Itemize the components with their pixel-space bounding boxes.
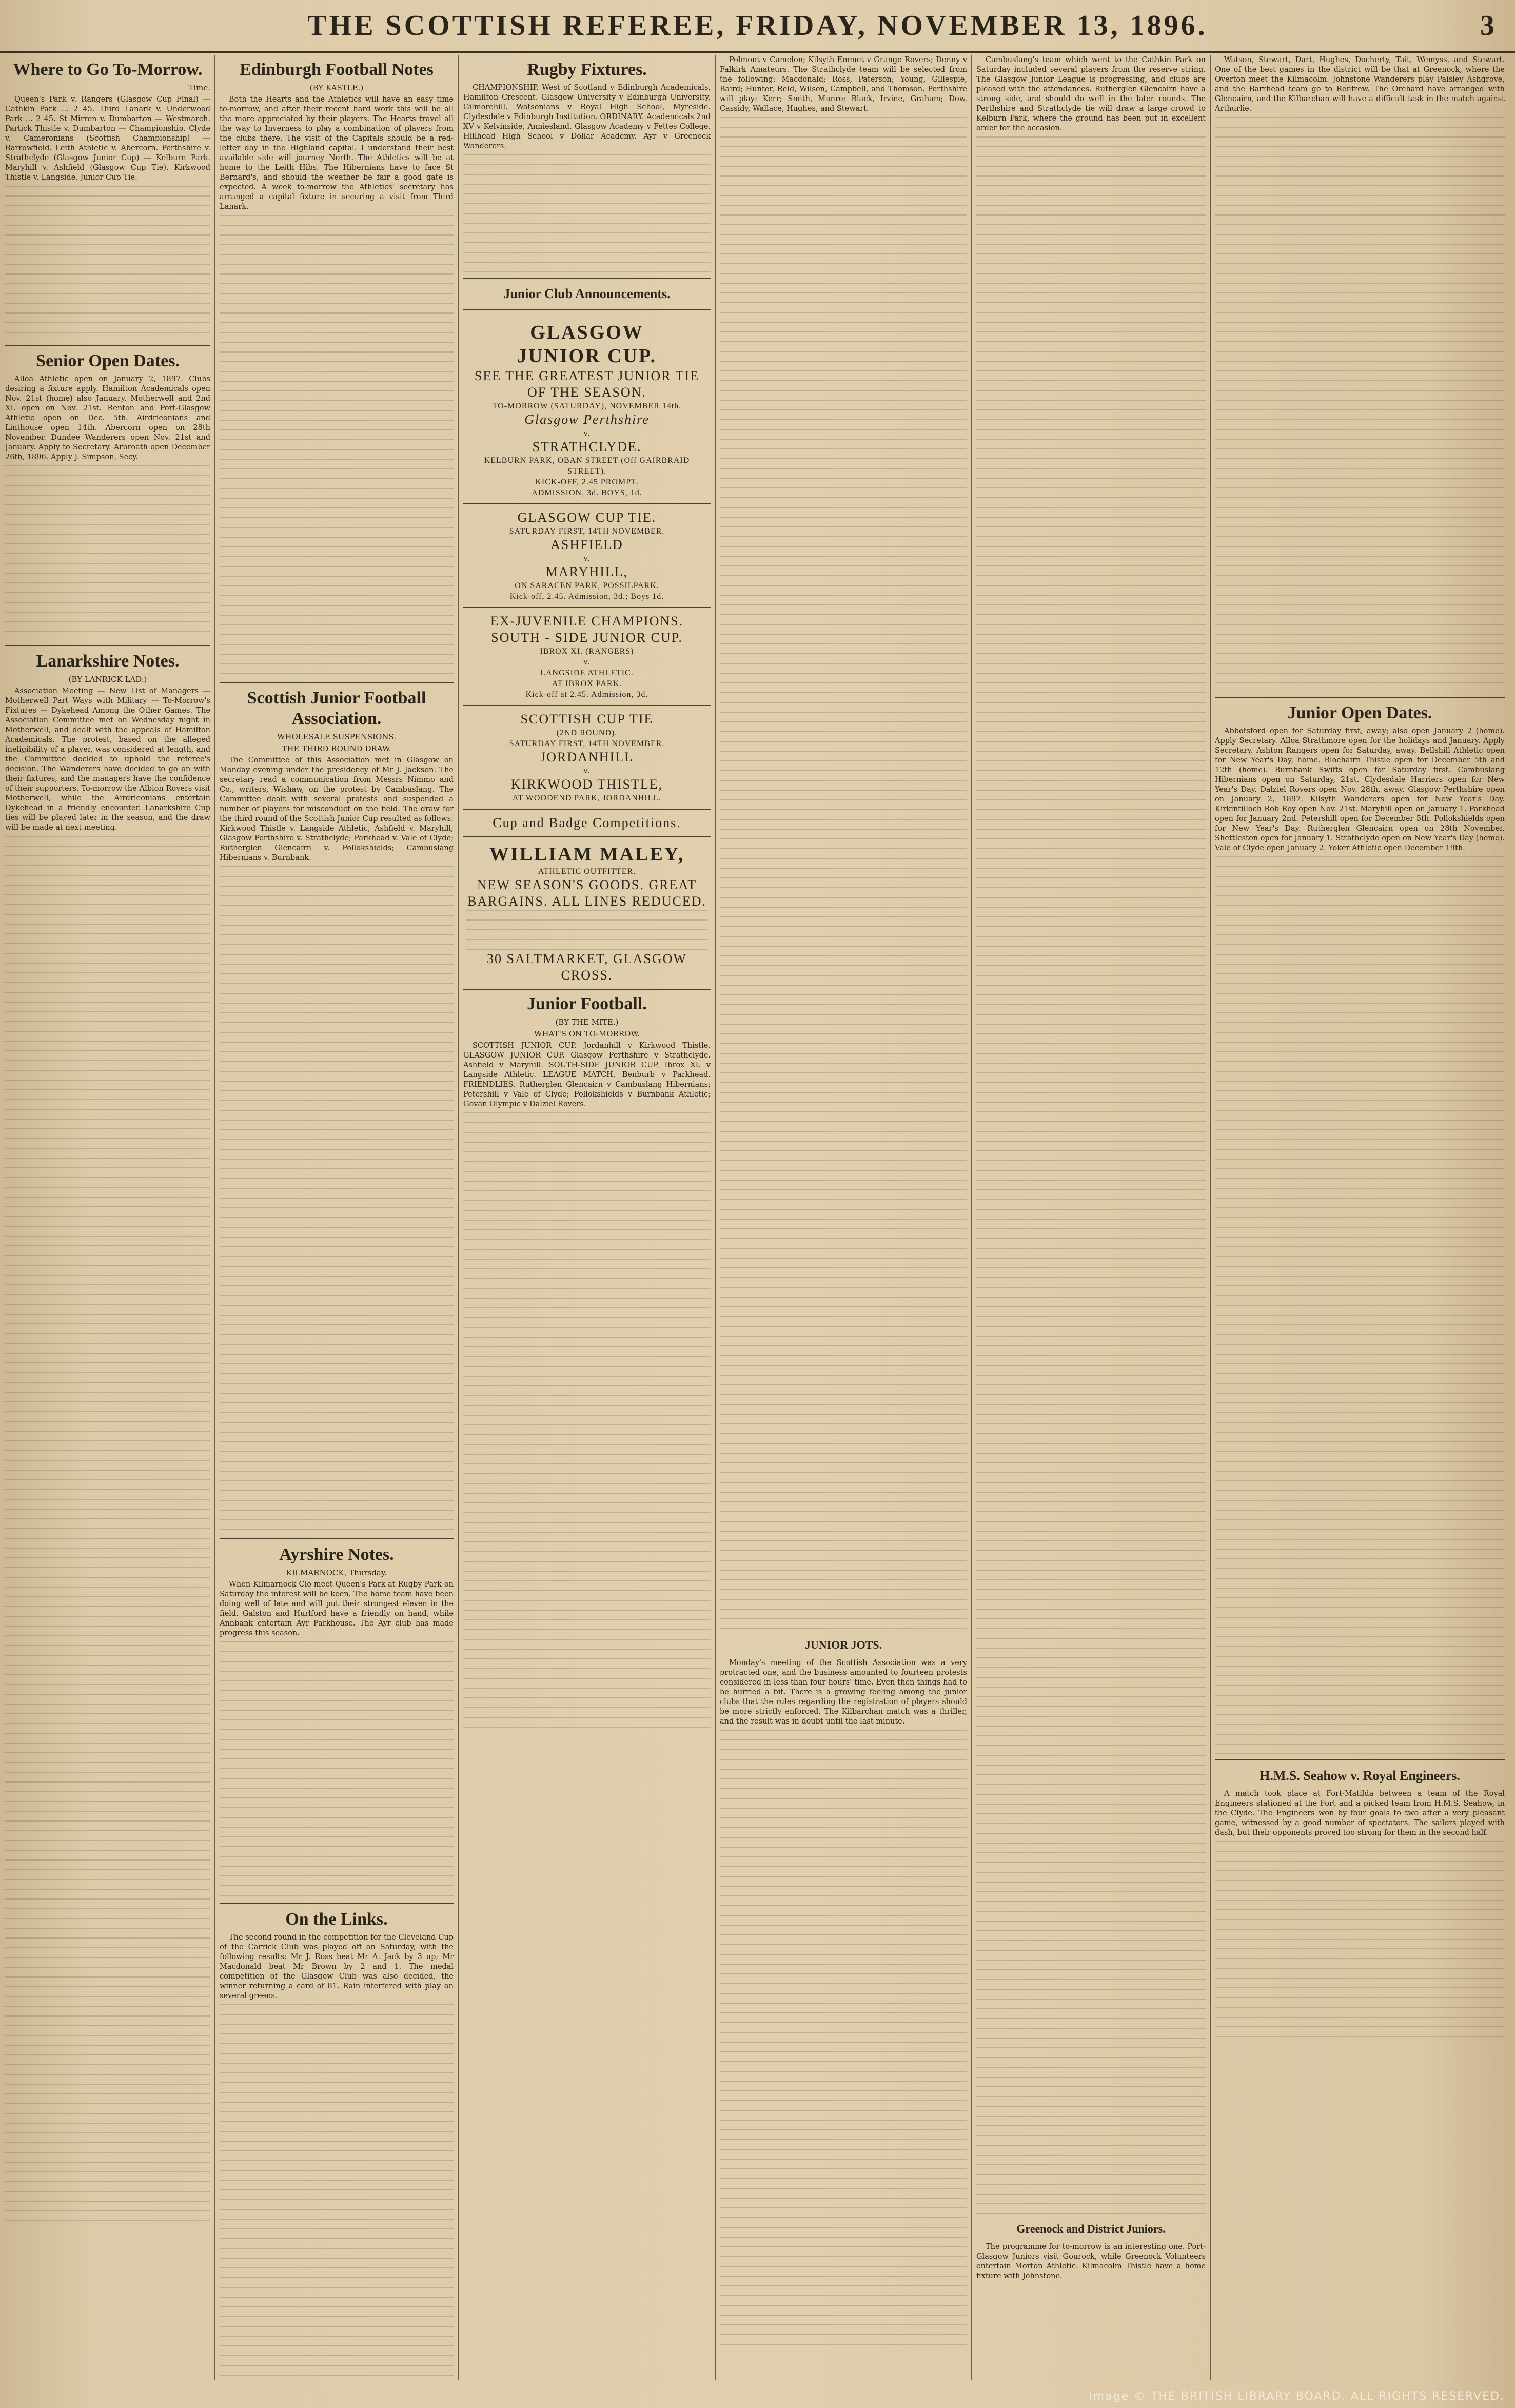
copyright-notice: Image © THE BRITISH LIBRARY BOARD. ALL RIGHTS RESERVED. (1089, 2390, 1505, 2403)
text-lines (220, 866, 454, 1533)
article-text: The programme for to-morrow is an interesting one. Port-Glasgow Juniors visit Gourock, while Greenock Volunteers entertain Morton Athletic. Kilmacolm Thistle have a home fixture with Johnstone. (976, 2243, 1206, 2280)
divider (1215, 1759, 1505, 1760)
subheading: THE THIRD ROUND DRAW. (282, 744, 391, 753)
section-heading: Greenock and District Juniors. (1016, 2222, 1166, 2235)
article-text: Queen's Park v. Rangers (Glasgow Cup Final) — Cathkin Park ... 2 45. Third Lanark v. Underwood Park ... 2 45. St Mirren v. Dumbarton — Westmarch. Partick Thistle v. Dumbarton — Championship. Clyde v. Cameronians (Scottish Championship) — Barrowfield. Leith Athletic v. Abercorn. Perthshire v. Strathclyde (Glasgow Junior Cup) — Kelburn Park. Maryhill v. Ashfield (Glasgow Cup Tie). Kirkwood Thistle v. Langside. Junior Cup Tie. (5, 95, 210, 182)
advert-line: STRATHCLYDE. (532, 439, 642, 454)
advert-cup-badge (463, 810, 711, 837)
column-rule (458, 55, 459, 2380)
article-text: Association Meeting — New List of Managers — Motherwell Part Ways with Military — To-Morrow's Fixtures — Dykehead Among the Other Games. The Association Committee met on Wednesday night in Motherwell, and dealt with the appeals of Hamilton Academicals. The protest, based on the alleged ineligibility of a player, was considered at length, and the Committee decided to uphold the referee's decision. The Wanderers have decided to go on with their fixtures, and the managers have the confidence of their supporters. To-morrow the Albion Rovers visit Motherwell, while the Airdrieonians entertain Dykehead in a friendly encounter. Lanarkshire Cup ties will be played later in the season, and the draw will be made at next meeting. (5, 687, 210, 832)
advert-line: SATURDAY FIRST, 14TH NOVEMBER. (509, 739, 665, 748)
advert-line: JORDANHILL (540, 750, 634, 765)
advert-line: ATHLETIC OUTFITTER. (538, 867, 636, 876)
advert-line: 30 SALTMARKET, GLASGOW CROSS. (487, 951, 687, 983)
column-1 (5, 55, 210, 2380)
dateline: KILMARNOCK, Thursday. (286, 1568, 387, 1577)
article-text: SCOTTISH JUNIOR CUP. Jordanhill v Kirkwood Thistle. GLASGOW JUNIOR CUP. Glasgow Perthshire v Strathclyde. Ashfield v Maryhill. SOUTH-SIDE JUNIOR CUP. Ibrox XI. v Langside Athletic. LEAGUE MATCH. Benburb v Parkhead. FRIENDLIES. Rutherglen Glencairn v Cambuslang Hibernians; Petershill v Vale of Clyde; Pollokshields v Burnbank Athletic; Govan Olympic v Dalziel Rovers. (463, 1042, 711, 1108)
article-text: Watson, Stewart, Dart, Hughes, Docherty, Tait, Wemyss, and Stewart. One of the best games in the district will be that at Greenock, where the Overton meet the Kilmacolm. Johnstone Wanderers play Paisley Ashgrove, and the Barrhead team go to Renfrew. The Orchard have arranged with Glencairn, and the Kilbarchan will have a difficult task in the match against Arthurlie. (1215, 56, 1505, 113)
advert-line: AT IBROX PARK. (552, 679, 622, 688)
advert-line: SATURDAY FIRST, 14TH NOVEMBER. (509, 527, 665, 536)
advert-scottish-cup-tie (463, 706, 711, 810)
advert-glasgow-cup-tie (463, 504, 711, 608)
text-lines (5, 186, 210, 340)
section-heading: Scottish Junior Football Association. (247, 689, 426, 728)
advert-line: NEW SEASON'S GOODS. GREAT BARGAINS. ALL LINES REDUCED. (467, 877, 706, 909)
article-text: Cambuslang's team which went to the Cathkin Park on Saturday included several players from the reserve string. The Glasgow Junior League is progressing, and clubs are pleased with the attendances. Rutherglen Glencairn have a strong side, and should do well in the later rounds. The Perthshire and Strathclyde tie will draw a large crowd to Kelburn Park, where the ground has been put in excellent order for the occasion. (976, 56, 1206, 132)
section-heading: Ayrshire Notes. (279, 1545, 394, 1564)
section-heading: Edinburgh Football Notes (240, 60, 434, 79)
advert-line: Kick-off, 2.45. Admission, 3d.; Boys 1d. (509, 592, 664, 601)
divider (220, 682, 454, 683)
article-text: Monday's meeting of the Scottish Association was a very protracted one, and the business amounted to fourteen protests considered in less than four hours' time. Even then things had to be hurried a bit. There is a growing feeling among the junior clubs that the rules regarding the registration of players should be more strictly enforced. The Kilbarchan match was a thriller, and the result was in doubt until the last minute. (720, 1659, 967, 1726)
advert-line: IBROX XI. (RANGERS) (540, 647, 634, 656)
subheading: WHOLESALE SUSPENSIONS. (277, 732, 396, 741)
advert-line: SOUTH - SIDE JUNIOR CUP. (491, 630, 683, 645)
section-heading: Rugby Fixtures. (527, 60, 647, 79)
article-text: When Kilmarnock Clo meet Queen's Park at Rugby Park on Saturday the interest will be keen. The home team have been doing well of late and will put their strongest eleven in the field. Galston and Hurlford have a friendly on hand, while Annbank entertain Ayr Parkhouse. The Ayr club has made progress this season. (220, 1580, 454, 1637)
divider (5, 345, 210, 346)
advert-line: (2ND ROUND). (556, 729, 618, 737)
column-3 (463, 55, 711, 2380)
column-2 (220, 55, 454, 2380)
advert-line: JUNIOR CUP. (517, 345, 657, 367)
advert-line: AT WOODEND PARK, JORDANHILL. (512, 794, 662, 802)
advert-line: KICK-OFF, 2.45 PROMPT. (535, 478, 639, 486)
advert-line: v. (583, 767, 591, 775)
advert-line: v. (583, 429, 591, 438)
divider (1215, 697, 1505, 698)
text-lines (1215, 117, 1505, 692)
advert-william-maley (463, 837, 711, 990)
advert-line: LANGSIDE ATHLETIC. (540, 669, 634, 677)
advert-line: Cup and Badge Competitions. (493, 815, 681, 830)
text-lines (463, 1112, 711, 1728)
section-heading: Junior Football. (527, 994, 647, 1013)
advert-line: GLASGOW (530, 322, 644, 343)
column-rule (971, 55, 972, 2380)
advert-line: EX-JUVENILE CHAMPIONS. (490, 614, 684, 629)
section-heading: Lanarkshire Notes. (36, 652, 180, 671)
article-text: The second round in the competition for the Cleveland Cup of the Carrick Club was played off on Saturday, with the following results: Mr J. Ross beat Mr A. Jack by 3 up; Mr Macdonald beat Mr Brown by 2 and 1. The medal competition of the Glasgow Club was also decided, the winner returning a card of 81. Rain interfered with play on several greens. (220, 1933, 454, 2000)
section-heading: H.M.S. Seahow v. Royal Engineers. (1260, 1768, 1460, 1783)
advert-line: WILLIAM MALEY, (489, 844, 685, 865)
text-lines (1215, 856, 1505, 1754)
advert-line: GLASGOW CUP TIE. (517, 510, 657, 525)
advert-line: v. (583, 658, 591, 667)
advert-line: SCOTTISH CUP TIE (520, 712, 654, 727)
divider (463, 278, 711, 279)
advert-line: ASHFIELD (550, 537, 623, 552)
advert-line: KELBURN PARK, OBAN STREET (Off GAIRBRAID STREET). (484, 456, 690, 476)
advert-line: Kick-off at 2.45. Admission, 3d. (525, 690, 648, 699)
text-lines (720, 1730, 967, 2345)
text-lines (220, 215, 454, 677)
advert-line: ON SARACEN PARK, POSSILPARK. (515, 581, 659, 590)
advert-line: ADMISSION, 3d. BOYS, 1d. (532, 488, 642, 497)
advert-line: MARYHILL, (545, 564, 628, 579)
text-lines (5, 836, 210, 2221)
time-label: Time. (188, 83, 210, 92)
section-heading: Junior Club Announcements. (503, 286, 671, 301)
divider (220, 1903, 454, 1904)
article-text: CHAMPIONSHIP. West of Scotland v Edinburgh Academicals, Hamilton Crescent. Glasgow University v Edinburgh University, Gilmorehill. Watsonians v Royal High School, Myreside. Clydesdale v Edinburgh Institution. ORDINARY. Academicals 2nd XV v Kelvinside, Anniesland. Glasgow Academy v Fettes College. Hillhead High School v Dollar Academy. Ayr v Greenock Wanderers. (463, 84, 711, 150)
article-text: Polmont v Camelon; Kilsyth Emmet v Grange Rovers; Denny v Falkirk Amateurs. The Strathclyde team will be selected from the following: Macdonald; Ross, Paterson; Young, Gillespie, Baird; Hunter, Reid, Wilson, Campbell, and Thomson. Perthshire will play: Kerr; Smith, Munro; Black, Irvine, Graham; Dow, Cassidy, Wallace, Hughes, and Stewart. (720, 56, 967, 113)
advert-glasgow-junior-cup (463, 316, 711, 504)
column-4 (720, 55, 967, 2380)
page-number: 3 (1480, 10, 1494, 42)
divider (5, 645, 210, 646)
text-lines (976, 136, 1206, 2215)
byline: (BY LANRICK LAD.) (68, 675, 147, 684)
section-heading: Senior Open Dates. (36, 351, 180, 370)
advert-line: v. (583, 554, 591, 563)
column-6 (1215, 55, 1505, 2380)
section-heading: Where to Go To-Morrow. (13, 60, 203, 79)
byline: (BY KASTLE.) (309, 83, 364, 92)
text-lines (463, 154, 711, 272)
byline: (BY THE MITE.) (555, 1017, 619, 1027)
advert-line: Glasgow Perthshire (524, 412, 650, 427)
advert-line: KIRKWOOD THISTLE, (510, 777, 663, 792)
text-lines (720, 117, 967, 1631)
section-heading: Junior Open Dates. (1287, 703, 1432, 722)
article-text: The Committee of this Association met in Glasgow on Monday evening under the presidency of Mr J. Jackson. The secretary read a communication from Messrs Nimmo and Co., writers, Wishaw, on the protest by Cambuslang. The Committee dealt with several protests and suspended a number of players for misconduct on the field. The draw for the third round of the Scottish Junior Cup resulted as follows: Kirkwood Thistle v. Langside Athletic; Ashfield v. Maryhill; Glasgow Perthshire v. Strathclyde; Parkhead v. Vale of Clyde; Rutherglen Glencairn v. Pollokshields; Cambuslang Hibernians v. Burnbank. (220, 756, 454, 862)
section-heading: On the Links. (285, 1910, 388, 1929)
text-lines (220, 2004, 454, 2380)
article-text: Both the Hearts and the Athletics will have an easy time to-morrow, and after their recent hard work this will be all the more appreciated by their players. The Hearts travel all the way to Inverness to play a combination of players from the clubs there. The visit of the Capitals should be a red-letter day in the Highland capital. I understand their best available side will journey North. The Athletics will be at home to the Leith Hibs. The Hibernians have to face St Bernard's, and should the weather be fair a good gate is expected. A week to-morrow the Athletics' secretary has arranged a capital fixture in securing a visit from Third Lanark. (220, 95, 454, 211)
article-text: A match took place at Fort-Matilda between a team of the Royal Engineers stationed at the Fort and a picked team from H.M.S. Seahow, in the Clyde. The Engineers won by four goals to two after a very pleasant game, witnessed by a good number of spectators. The sailors played with dash, but their opponents proved too strong for them in the second half. (1215, 1790, 1505, 1837)
text-lines (1215, 1841, 1505, 2046)
text-lines (5, 465, 210, 640)
masthead (0, 0, 1515, 53)
divider (220, 1538, 454, 1539)
article-text: Alloa Athletic open on January 2, 1897. Clubs desiring a fixture apply. Hamilton Academicals open Nov. 21st (home) also January. Motherwell and 2nd XI. open on Nov. 21st. Renton and Port-Glasgow Athletic open on Dec. 5th. Airdrieonians and Linthouse open 14th. Abercorn open on 28th November. Dundee Wanderers open Nov. 21st and January. Apply to Secretary. Arbroath open December 26th, 1896. Apply J. Simpson, Secy. (5, 375, 210, 461)
article-text: Abbotsford open for Saturday first, away; also open January 2 (home). Apply Secretary. Alloa Strathmore open for the holidays and January. Apply Secretary. Ashton Rangers open for Saturday, away. Bellshill Athletic open for New Year's Day, home. Blochairn Thistle open for December 5th and 12th (home). Burnbank Swifts open for Saturday first. Cambuslang Hibernians open on Saturday, 21st. Clydesdale Harriers open for New Year's Day. Dalziel Rovers open Nov. 28th, away. Glasgow Perthshire open on January 2, 1897. Kilsyth Wanderers open for New Year's Day. Kirkintilloch Rob Roy open Nov. 21st. Maryhill open on January 1. Parkhead open for January 2nd. Petershill open for December 5th. Pollokshields open for New Year's Day. Rutherglen Glencairn open on 28th November. Shettleston open for January 1. Strathclyde open on New Year's Day (home). Vale of Clyde open January 2. Yoker Athletic open December 19th. (1215, 727, 1505, 852)
advert-south-side-cup (463, 608, 711, 706)
masthead-title: THE SCOTTISH REFEREE, FRIDAY, NOVEMBER 13, 1896. (307, 10, 1208, 42)
column-rule (715, 55, 716, 2380)
advert-line: SEE THE GREATEST JUNIOR TIE OF THE SEASON. (474, 368, 700, 400)
advert-line: TO-MORROW (SATURDAY), NOVEMBER 14th. (492, 402, 682, 410)
column-rule (214, 55, 215, 2380)
column-rule (1210, 55, 1211, 2380)
text-lines (466, 910, 707, 951)
section-heading: JUNIOR JOTS. (804, 1638, 882, 1651)
column-5 (976, 55, 1206, 2380)
subheading: WHAT'S ON TO-MORROW. (534, 1029, 640, 1039)
divider (463, 309, 711, 310)
text-lines (220, 1641, 454, 1898)
